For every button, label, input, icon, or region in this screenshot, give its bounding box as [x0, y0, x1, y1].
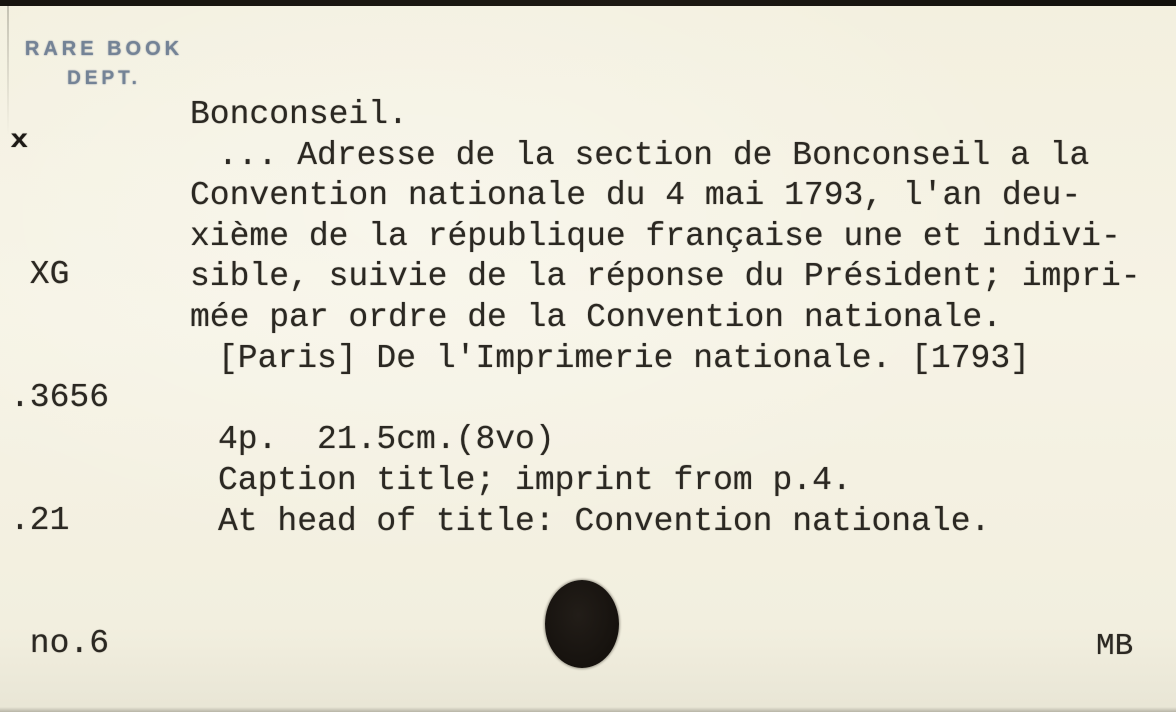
- imprint-line: [Paris] De l'Imprimerie nationale. [1793]: [218, 339, 1030, 377]
- title-line: xième de la république française une et indivi-: [190, 217, 1121, 255]
- stamp-line-2: DEPT.: [67, 68, 141, 89]
- bibliographic-entry: [190, 95, 1141, 379]
- card-left-crease: [7, 6, 9, 136]
- call-number-line: XG: [10, 256, 70, 293]
- title-line: sible, suivie de la réponse du Président; impri-: [190, 258, 1141, 296]
- title-line: mée par ordre de la Convention nationale.: [190, 298, 1002, 336]
- scan-bottom-edge: [0, 707, 1176, 712]
- title-line: Convention nationale du 4 mai 1793, l'an deu-: [190, 177, 1082, 215]
- note-line: Caption title; imprint from p.4.: [218, 462, 852, 499]
- call-number-line: .21: [10, 502, 70, 539]
- call-number-line: .3656: [10, 379, 110, 416]
- note-line: At head of title: Convention nationale.: [218, 503, 991, 540]
- call-number: [10, 127, 110, 712]
- hole-punch: [545, 580, 619, 668]
- stamp-line-1: RARE BOOK: [24, 38, 184, 60]
- collation-notes: [190, 419, 990, 542]
- scan-top-edge: [0, 0, 1176, 6]
- call-number-x-mark: x: [10, 127, 29, 156]
- title-line: ... Adresse de la section de Bonconseil a la: [218, 136, 1090, 174]
- rare-book-dept-stamp: [20, 38, 188, 90]
- call-number-line: no.6: [10, 625, 110, 662]
- cataloger-initials: MB: [1096, 629, 1134, 664]
- collation-line: 4p. 21.5cm.(8vo): [218, 421, 555, 458]
- main-entry-heading: Bonconseil.: [190, 96, 408, 133]
